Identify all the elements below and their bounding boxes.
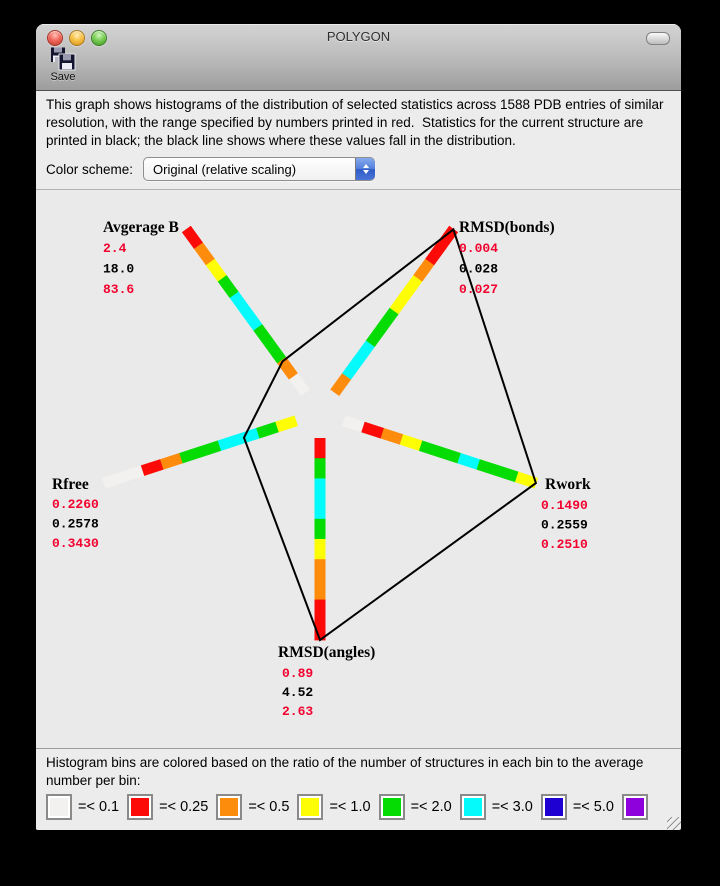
legend-swatch-cyan [460, 794, 486, 820]
legend-swatch-fill [50, 798, 68, 816]
histogram-bin-yellow [315, 539, 326, 560]
axis-label-rmsd-bonds: RMSD(bonds) [459, 219, 555, 236]
window-title: POLYGON [326, 29, 391, 44]
floppy-disk-icon [50, 47, 76, 71]
description-text: This graph shows histograms of the distribution of selected statistics across 1588 PDB entries of similar resolution, with the range specified by numbers printed in red. Statistics for the current structure are printed in black; the black line shows where these values fall in the distribution. [46, 97, 668, 148]
histogram-bin-green [179, 447, 202, 464]
histogram-bin-white [121, 465, 144, 482]
histogram-bin-green [438, 447, 461, 464]
axis-value-rmsd-bonds: 0.028 [459, 261, 499, 277]
histogram-bin-white [102, 472, 125, 489]
legend-swatch-fill [301, 798, 319, 816]
chevron-down-icon [363, 170, 369, 174]
histogram-bin-orange [160, 453, 183, 470]
histogram-bin-cyan [315, 499, 326, 520]
toolbar-toggle-button[interactable] [646, 32, 670, 45]
legend-row [46, 794, 654, 820]
axis-max-avgerage-b: 83.6 [103, 282, 135, 297]
histogram-bin-cyan [457, 453, 480, 470]
axis-label-rfree: Rfree [52, 476, 89, 493]
axis-label-rwork: Rwork [545, 476, 591, 493]
histogram-bin-red [361, 422, 384, 439]
color-scheme-dropdown[interactable] [143, 157, 375, 181]
axis-arm-rfree [102, 415, 298, 488]
histogram-bin-yellow [400, 434, 423, 451]
axis-value-rwork: 0.2559 [541, 517, 588, 533]
histogram-bin-orange [315, 559, 326, 580]
axis-arm-avgerage-b [182, 226, 310, 396]
title-bar [36, 24, 681, 91]
axis-min-rfree: 0.2260 [52, 497, 99, 512]
legend-label: =< 5.0 [572, 799, 614, 815]
axis-min-rmsd-angles: 0.89 [282, 666, 314, 681]
legend-label: =< 2.0 [410, 799, 452, 815]
color-scheme-selected-value: Original (relative scaling) [153, 161, 297, 177]
legend-swatch-blue [541, 794, 567, 820]
axis-max-rmsd-angles: 2.63 [282, 704, 314, 719]
save-button[interactable] [44, 47, 82, 88]
histogram-bin-green [315, 519, 326, 540]
axis-value-rfree: 0.2578 [52, 516, 99, 532]
legend-swatch-yellow [297, 794, 323, 820]
save-button-label: Save [50, 71, 76, 83]
dropdown-stepper-icon [355, 158, 375, 180]
histogram-bin-green [315, 458, 326, 479]
axis-arm-rwork [342, 415, 538, 488]
legend-panel [36, 748, 681, 830]
legend-swatch-fill [131, 798, 149, 816]
histogram-bin-green [419, 440, 442, 457]
histogram-bin-green [496, 465, 519, 482]
legend-swatch-red [127, 794, 153, 820]
legend-swatch-green [379, 794, 405, 820]
polygon-plot [36, 190, 681, 748]
legend-swatch-fill [464, 798, 482, 816]
legend-label: =< 3.0 [491, 799, 533, 815]
histogram-bin-cyan [315, 478, 326, 499]
axis-min-rwork: 0.1490 [541, 498, 588, 513]
histogram-bin-white [342, 415, 365, 432]
histogram-bin-green [256, 422, 279, 439]
axis-max-rmsd-bonds: 0.027 [459, 282, 499, 297]
histogram-bin-orange [315, 579, 326, 600]
histogram-bin-green [198, 440, 221, 457]
axis-label-rmsd-angles: RMSD(angles) [278, 644, 376, 661]
legend-swatch-orange [216, 794, 242, 820]
axis-max-rfree: 0.3430 [52, 536, 99, 551]
resize-grip[interactable] [667, 817, 681, 830]
legend-label: =< 0.1 [78, 799, 120, 815]
histogram-bin-orange [380, 428, 403, 445]
axis-label-avgerage-b: Avgerage B [103, 219, 179, 236]
legend-swatch-purple [622, 794, 648, 820]
axis-max-rwork: 0.2510 [541, 537, 588, 552]
legend-swatch-fill [220, 798, 238, 816]
axis-value-rmsd-angles: 4.52 [282, 685, 314, 700]
legend-label: =< 0.25 [159, 799, 209, 815]
axis-min-rmsd-bonds: 0.004 [459, 241, 499, 256]
histogram-bin-red [315, 600, 326, 621]
legend-description: Histogram bins are colored based on the ratio of the number of structures in each bin to the average number per bin: [46, 755, 644, 788]
histogram-bin-yellow [275, 415, 298, 432]
color-scheme-label: Color scheme: [46, 161, 134, 177]
histogram-bin-red [140, 459, 163, 476]
histogram-bin-red [315, 438, 326, 459]
chevron-up-icon [363, 164, 369, 168]
floppy-front [59, 54, 75, 70]
legend-swatch-fill [545, 798, 563, 816]
legend-label: =< 1.0 [329, 799, 371, 815]
polygon-window [36, 24, 681, 830]
legend-swatch-white [46, 794, 72, 820]
legend-swatch-fill [626, 798, 644, 816]
axis-arm-rmsd-angles [315, 438, 326, 640]
axis-value-avgerage-b: 18.0 [103, 261, 135, 277]
axis-min-avgerage-b: 2.4 [103, 241, 127, 256]
histogram-bin-green [477, 459, 500, 476]
polygon-plot-canvas [36, 190, 681, 748]
legend-swatch-fill [383, 798, 401, 816]
legend-label: =< 0.5 [248, 799, 290, 815]
color-scheme-row [46, 157, 375, 181]
histogram-bin-cyan [217, 434, 240, 451]
